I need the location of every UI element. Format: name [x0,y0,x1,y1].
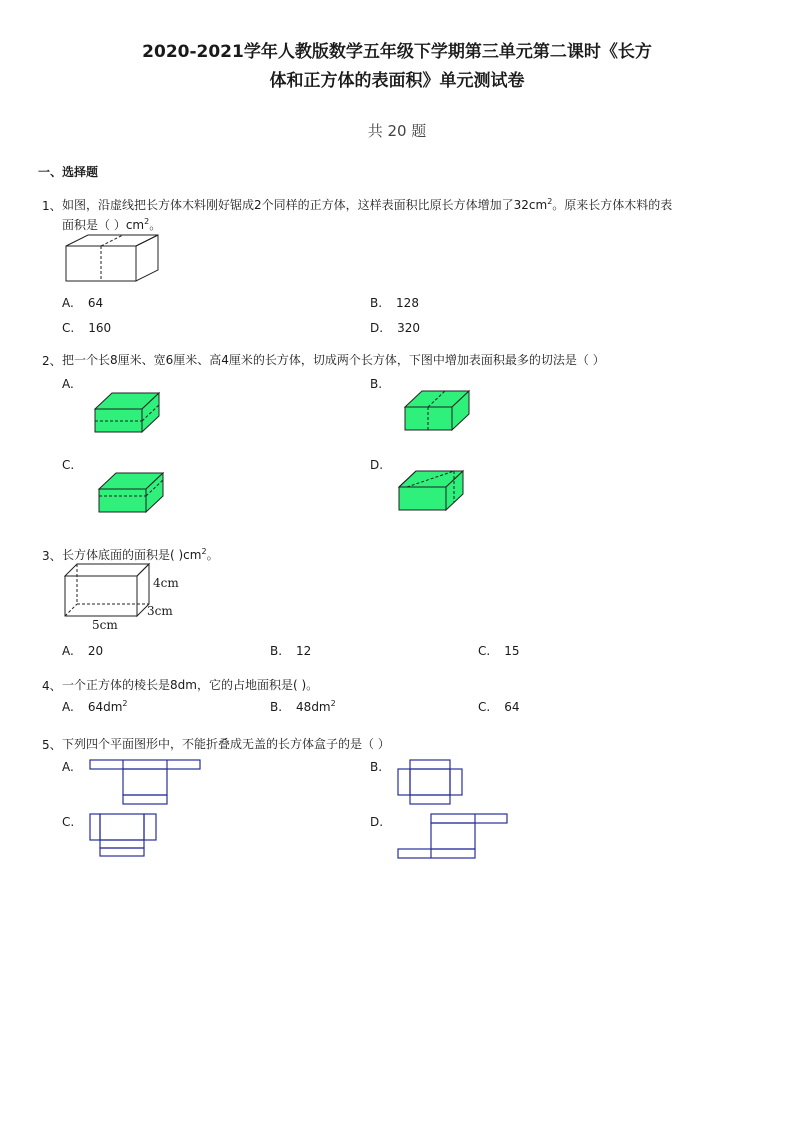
q3-option-b[interactable]: B. 12 [270,644,312,658]
q2-cuboid-d [396,468,468,513]
q5-option-a[interactable]: A. [62,760,74,774]
q5-text: 下列四个平面图形中，不能折叠成无盖的长方体盒子的是（ ） [62,737,390,751]
q2-cuboid-b [402,388,474,433]
q5-number: 5、 [42,738,62,752]
q4-option-c[interactable]: C. 64 [478,700,520,714]
section-heading: 一、选择题 [38,165,99,179]
q3-width-label: 3cm [147,604,173,618]
q5-option-b[interactable]: B. [370,760,383,774]
q1-number: 1、 [42,199,62,213]
q2-text: 把一个长8厘米、宽6厘米、高4厘米的长方体，切成两个长方体，下图中增加表面积最多的切法是（ ） [62,353,605,367]
q1-option-d[interactable]: D. 320 [370,321,420,335]
q1-option-b[interactable]: B. 128 [370,296,419,310]
q2-cuboid-c [96,470,168,515]
q2-option-a[interactable]: A. [62,377,74,391]
title-line-1: 2020-2021学年人教版数学五年级下学期第三单元第二课时《长方 [142,42,652,62]
q3-number: 3、 [42,549,62,563]
title-line-2: 体和正方体的表面积》单元测试卷 [269,71,525,91]
q1-option-c[interactable]: C. 160 [62,321,112,335]
q5-net-a [88,758,204,806]
q5-net-d [396,812,512,860]
q1-option-a[interactable]: A. 64 [62,296,104,310]
q3-height-label: 4cm [153,576,179,590]
q1-line-2: 面积是（ ）$cm^2$。 [62,217,162,232]
q4-option-a[interactable]: A. $64dm^2$ [62,699,128,714]
q2-number: 2、 [42,354,62,368]
question-count: 共 20 题 [367,122,427,140]
q2-option-b[interactable]: B. [370,377,383,391]
q2-cuboid-a [92,390,164,435]
q5-net-c [88,812,160,860]
q4-text: 一个正方体的棱长是8dm，它的占地面积是( )。 [62,678,319,692]
q2-option-c[interactable]: C. [62,458,75,472]
q2-option-d[interactable]: D. [370,458,384,472]
q5-option-d[interactable]: D. [370,815,384,829]
q3-cuboid-figure [60,560,190,636]
q1-cuboid-figure [60,232,170,284]
q5-net-b [396,758,466,806]
q1-line-1: 如图，沿虚线把长方体木料刚好锯成2个同样的正方体，这样表面积比原长方体增加了$32cm^2$。原来长方体木料的表 [62,197,673,212]
q3-option-a[interactable]: A. 20 [62,644,104,658]
q3-text: 长方体底面的面积是( )$cm^2$。 [62,547,219,562]
q1-text [62,195,762,235]
q5-option-c[interactable]: C. [62,815,75,829]
document-title [0,38,794,96]
q4-number: 4、 [42,679,62,693]
q3-length-label: 5cm [92,618,118,632]
q3-option-c[interactable]: C. 15 [478,644,520,658]
q4-option-b[interactable]: B. $48dm^2$ [270,699,336,714]
